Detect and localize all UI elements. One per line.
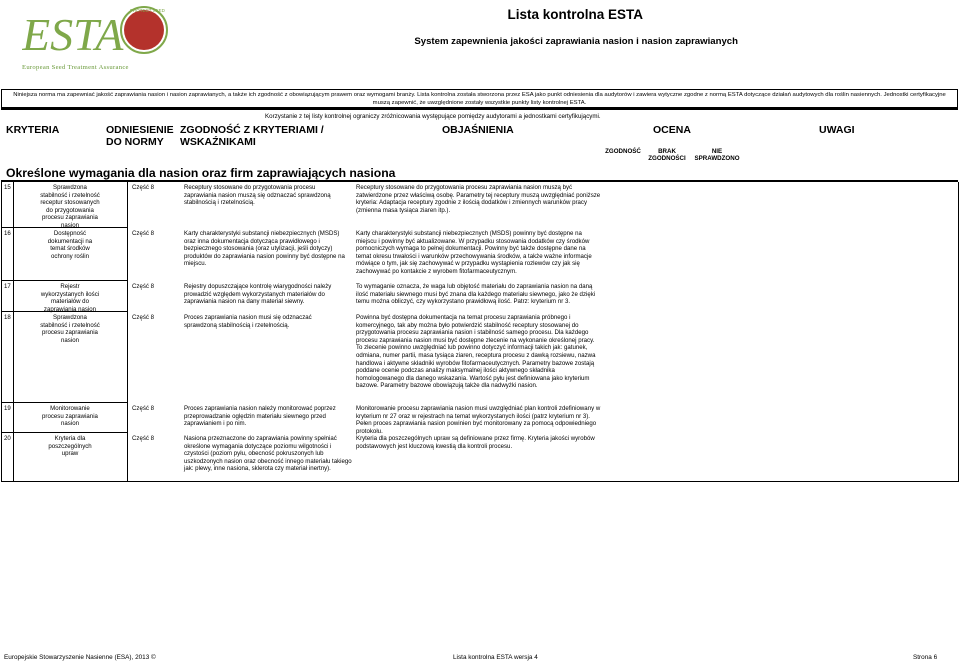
intro-divider	[1, 108, 958, 110]
subheader-zgodnosc: ZGODNOŚĆ	[605, 148, 641, 155]
row-explanation: Monitorowanie procesu zaprawiania nasion musi uwzględniać plan kontroli zdefiniowany w kryterium nr 27 oraz w rejestrach na temat wykorzystanych ilości (patrz kryterium nr 3). Pełen proces zaprawiania nasion powinien być monitorowany za pomocą odpowiedniego protokołu.	[356, 405, 601, 435]
subheader-brak-line1: BRAK	[658, 148, 676, 155]
table-bottom-rule	[1, 481, 958, 482]
row-reference: Część 8	[132, 405, 155, 412]
esta-logo-graphic	[22, 6, 182, 56]
header-objasnienia: OBJAŚNIENIA	[442, 124, 514, 136]
row-separator	[1, 402, 127, 403]
number-column-divider	[13, 182, 14, 482]
seed-seal-icon	[124, 10, 164, 50]
header-uwagi: UWAGI	[819, 124, 855, 136]
row-separator	[1, 280, 127, 281]
row-indicator: Receptury stosowane do przygotowania procesu zaprawiania nasion muszą się odznaczać sprawdzoną stabilnością i rzetelnością.	[184, 184, 331, 207]
row-criterion: Sprawdzona stabilność i rzetelność receptur stosowanych do przygotowania procesu zaprawiania nasion	[40, 184, 100, 229]
row-number: 16	[4, 230, 11, 237]
intro-paragraph: Niniejsza norma ma zapewniać jakość zaprawiania nasion i nasion zaprawianych, a także ich zgodność z obowiązującym prawem oraz wymogami branży. Lista kontrolna została stworzona przez ESA jako punkt odniesienia dla audytorów i zawiera wytyczne zgodne z normą ESTA dotyczące działań audytowych dla roślin nasiennych. Jednostki certyfikacyjne muszą zapewnić, że uwzględnione zostały wszystkie punkty listy kontrolnej ESTA.	[1, 89, 958, 108]
subheader-nie-line1: NIE	[711, 148, 723, 155]
header-kryteria: KRYTERIA	[6, 124, 60, 136]
row-indicator: Proces zaprawiania nasion należy monitorować poprzez przeprowadzanie oględzin materiału siewnego przed zaprawianiem i po nim.	[184, 405, 336, 428]
row-reference: Część 8	[132, 435, 155, 442]
logo-wordmark: ESTA	[22, 9, 124, 56]
row-criterion: Rejestr wykorzystanych ilości materiałów do zaprawiania nasion	[40, 283, 100, 313]
logo-tagline: European Seed Treatment Assurance	[22, 64, 129, 71]
row-reference: Część 8	[132, 283, 155, 290]
subheader-brak-line2: ZGODNOŚCI	[648, 155, 686, 162]
row-indicator: Nasiona przeznaczone do zaprawiania powinny spełniać określone wymagania dotyczące poziomu wilgotności i czystości (poziom pyłu, obecność pokruszonych lub uszkodzonych nasion oraz obecność innego materiału takiego jak: plewy, inne nasiona, sklerota czy materiał inertny).	[184, 435, 352, 473]
row-number: 17	[4, 283, 11, 290]
document-title: Lista kontrolna ESTA	[507, 7, 643, 22]
row-indicator: Karty charakterystyki substancji niebezpiecznych (MSDS) oraz inna dokumentacja dotycząca prawidłowego i bezpiecznego stosowania (oraz utylizacji, jeśli dotyczy) produktów do zaprawiania nasion powinny być dostępne na miejscu.	[184, 230, 345, 268]
footer-version: Lista kontrolna ESTA wersja 4	[453, 654, 538, 661]
footer-page-number: Strona 6	[913, 654, 938, 661]
subheader-nie-line2: SPRAWDZONO	[694, 155, 740, 162]
row-explanation: Powinna być dostępna dokumentacja na temat procesu zaprawiania próbnego i komercyjnego, tak aby można było potwierdzić stabilność receptury stosowanej do przygotowania procesu zaprawiania nasion i stabilność samego procesu. Dla każdego procesu zaprawiania nasion musi być dostępne zlecenie na wykonanie określonej pracy. To zlecenie powinno uwzględniać lub powinno dotyczyć informacji takich jak: gatunek, odmiana, numer partii, masa tysiąca ziaren, receptura procesu z dawką rozsiewu, nazwa handlowa i aktywne składniki wyrobów fitofarmaceutycznych. Parametry bazowe zostają poddane ocenie podczas analizy maksymalnej ilości aktywnego składnika homologowanego dla danego wskazania. Wartość pyłu jest definiowana jako kryterium bazowe. Parametry bazowe obowiązują także dla nadwyżki nasion.	[356, 314, 596, 390]
header-zgodnosc-line1: ZGODNOŚĆ Z KRYTERIAMI /	[180, 124, 324, 136]
row-explanation: Karty charakterystyki substancji niebezpiecznych (MSDS) powinny być dostępne na miejscu i powinny być aktualizowane. W przypadku stosowania dodatków czy środków pomocniczych wymaga to pełnej dokumentacji. Powinny być także dostępne dane na temat okresu trwałości i warunków przechowywania środków, a także ważne informacje mówiące o tym, jak się zachowywać w przypadku wystąpienia rozlewów czy jak się zachowywać po kontakcie z wyrobem fitofarmaceutycznym.	[356, 230, 592, 275]
row-criterion: Dostępność dokumentacji na temat środków ochrony roślin	[47, 230, 93, 260]
row-number: 18	[4, 314, 11, 321]
seal-text: PROTECT SEED	[130, 8, 165, 13]
row-criterion: Sprawdzona stabilność i rzetelność procesu zaprawiania nasion	[40, 314, 100, 344]
document-subtitle: System zapewnienia jakości zaprawiania nasion i nasion zaprawianych	[414, 36, 738, 47]
row-number: 15	[4, 184, 11, 191]
row-number: 19	[4, 405, 11, 412]
row-criterion: Kryteria dla poszczególnych upraw	[48, 435, 92, 458]
row-number: 20	[4, 435, 11, 442]
row-explanation: Kryteria dla poszczególnych upraw są definiowane przez firmę. Kryteria jakości wyrobów podstawowych jest kluczową kwestią dla kontroli procesu.	[356, 435, 595, 450]
usage-note: Korzystanie z tej listy kontrolnej ograniczy zróżnicowania występujące pomiędzy audytorami a jednostkami certyfikującymi.	[265, 113, 601, 120]
header-zgodnosc-line2: WSKAŹNIKAMI	[180, 136, 256, 148]
row-indicator: Rejestry dopuszczające kontrolę wiarygodności należy prowadzić względem wykorzystanych materiałów do zaprawiania nasion na dany materiał siewny.	[184, 283, 332, 306]
header-odniesienie-line1: ODNIESIENIE	[106, 124, 174, 136]
row-indicator: Proces zaprawiania nasion musi się odznaczać sprawdzoną stabilnością i rzetelnością.	[184, 314, 312, 329]
row-criterion: Monitorowanie procesu zaprawiania nasion	[42, 405, 98, 428]
section-top-rule	[1, 180, 958, 182]
criteria-column-divider	[127, 182, 128, 482]
section-title: Określone wymagania dla nasion oraz firm zaprawiających nasiona	[6, 166, 396, 180]
esta-logo	[22, 6, 182, 76]
header-odniesienie-line2: DO NORMY	[106, 136, 164, 148]
row-reference: Część 8	[132, 184, 155, 191]
row-reference: Część 8	[132, 230, 155, 237]
header-ocena: OCENA	[653, 124, 691, 136]
footer-copyright: Europejskie Stowarzyszenie Nasienne (ESA), 2013 ©	[4, 654, 156, 661]
row-explanation: To wymaganie oznacza, że waga lub objętość materiału do zaprawiania nasion na daną ilość materiału siewnego musi być znana dla każdego materiału siewnego, jako że dzięki temu można obliczyć, czy wykorzystano prawidłową ilość. Patrz: kryterium nr 3.	[356, 283, 596, 306]
row-explanation: Receptury stosowane do przygotowania procesu zaprawiania nasion muszą być zatwierdzone przez właściwą osobę. Parametry tej receptury muszą uwzględniać poniższe kryteria: Adaptacja receptury zgodnie z ilością dodatków i zmiennych warunków pracy (zmienna masa tysiąca ziaren itp.).	[356, 184, 601, 214]
row-reference: Część 8	[132, 314, 155, 321]
row-separator	[1, 432, 127, 433]
table-right-border	[958, 182, 959, 482]
